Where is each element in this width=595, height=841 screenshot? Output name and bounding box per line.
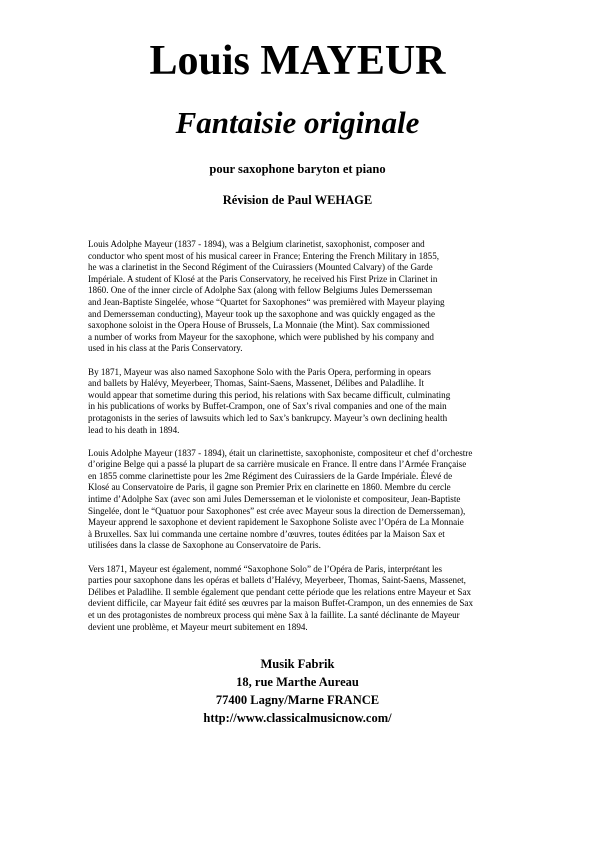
biography-paragraph (88, 564, 558, 634)
biography-line: Klosé au Conservatoire de Paris, il gagne son Premier Prix en clarinette en 1860. Membre du cercle (88, 482, 451, 493)
biography-line: Louis Adolphe Mayeur (1837 - 1894), était un clarinettiste, saxophoniste, compositeur et chef d’orchestre (88, 447, 473, 458)
biography-line: d’origine Belge qui a passé la plupart de sa carrière musicale en France. Il entre dans l’Armée Française (88, 459, 467, 470)
biography-line: et un des protagonistes de nombreux process qui mène Sax à la faillite. La santé déclinante de Mayeur (88, 610, 460, 620)
publisher-street: 18, rue Marthe Aureau (236, 675, 359, 689)
publisher-name: Musik Fabrik (260, 657, 335, 671)
biography-line: conductor who spent most of his musical career in France; Entering the French Military in 1855, (88, 250, 440, 261)
biography-line: saxophone soloist in the Opera House of Brussels, La Monnaie (the Mint). Sax commissioned (88, 320, 430, 331)
biography-line: in his publications of works by Buffet-Crampon, one of Sax’s rival companies and one of the main (88, 401, 447, 412)
biography-line: Singelée, dont le “Quatuor pour Saxophones” est crée avec Mayeur sous la direction de Demersseman), (88, 505, 466, 516)
biography-line: and Jean-Baptiste Singelée, whose “Quartet for Saxophones“ was premièred with Mayeur playing (88, 296, 445, 307)
biography-line: By 1871, Mayeur was also named Saxophone Solo with the Paris Opera, performing in opears (88, 366, 431, 377)
biography-line: lead to his death in 1894. (88, 424, 180, 435)
biography-line: à Bruxelles. Sax lui commanda une certaine nombre d’œuvres, toutes éditées par la Maison Sax et (88, 528, 445, 539)
biography-line: utilisées dans la classe de Saxophone au Conservatoire de Paris. (88, 540, 321, 551)
biography-paragraph (88, 239, 558, 355)
publisher-city: 77400 Lagny/Marne FRANCE (215, 693, 380, 707)
biography-line: parties pour saxophone dans les opéras et ballets d’Halévy, Meyerbeer, Thomas, Saint-Saens, Massenet, (88, 575, 466, 586)
work-title: Fantaisie originale (175, 105, 420, 140)
revision-credit: Révision de Paul WEHAGE (222, 193, 373, 207)
biography-line: en 1855 comme clarinettiste pour les 2me Régiment des Cuirassiers de la Garde Impériale. Élevé de (88, 470, 453, 481)
biography-line: 1860. One of the inner circle of Adolphe Sax (along with fellow Belgiums Jules Demersseman (88, 285, 433, 296)
biography-line: Délibes et Paladlihe. Il semble également que pendant cette période que les relations entre Mayeur et Sax (88, 586, 472, 597)
biography-line: and ballets by Halévy, Meyerbeer, Thomas, Saint-Saens, Massenet, Délibes and Paladlihe. It (88, 378, 425, 389)
biography-text (88, 239, 558, 645)
biography-line: devient une problème, et Mayeur meurt subitement en 1894. (88, 621, 308, 632)
biography-line: devient difficile, car Mayeur fait édité ses œuvres par la maison Buffet-Crampon, un des ennemies de Sax (88, 598, 474, 609)
biography-line: would appear that sometime during this period, his relations with Sax became difficult, culminating (88, 389, 451, 400)
biography-line: Mayeur apprend le saxophone et devient rapidement le Saxophone Soliste avec l’Opéra de La Monnaie (88, 517, 464, 528)
instrumentation-subtitle: pour saxophone baryton et piano (209, 162, 386, 176)
biography-line: used in his class at the Paris Conservatory. (88, 343, 243, 354)
biography-line: intime d’Adolphe Sax (avec son ami Jules Demersseman et le violoniste et compositeur, Jean-Baptiste (88, 494, 461, 505)
biography-line: Louis Adolphe Mayeur (1837 - 1894), was a Belgium clarinetist, saxophonist, composer and (88, 239, 425, 249)
composer-name: Louis MAYEUR (149, 38, 446, 84)
biography-line: a number of works from Mayeur for the saxophone, which were published by his company and (88, 331, 434, 342)
biography-line: protagonists in the series of lawsuits which led to Sax’s bankrupcy. Mayeur’s own declining health (88, 412, 448, 423)
biography-line: Impériale. A student of Klosé at the Paris Conservatory, he received his First Prize in Clarinet in (88, 273, 438, 284)
biography-line: Vers 1871, Mayeur est également, nommé “Saxophone Solo” de l’Opéra de Paris, interprétant les (88, 563, 443, 574)
publisher-block (0, 655, 595, 727)
biography-paragraph (88, 367, 558, 437)
publisher-url[interactable]: http://www.classicalmusicnow.com/ (203, 711, 392, 725)
biography-line: and Demersseman conducting), Mayeur took up the saxophone and was quickly engaged as the (88, 308, 435, 319)
biography-line: he was a clarinetist in the Second Régiment of the Cuirassiers (Mounted Calvary) of the Garde (88, 262, 433, 273)
biography-paragraph (88, 448, 558, 552)
